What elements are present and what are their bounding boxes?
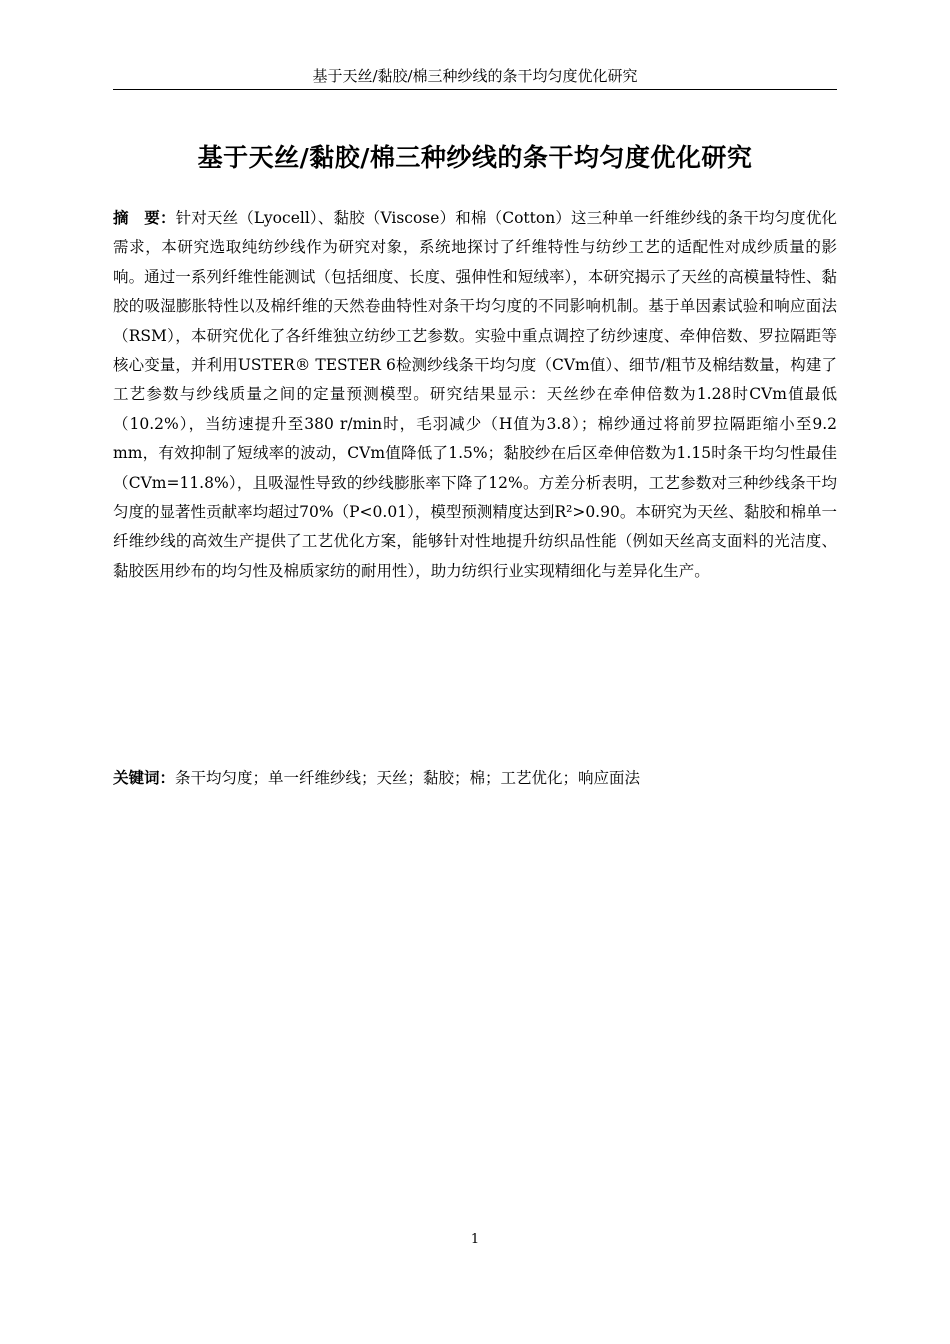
running-header: 基于天丝/黏胶/棉三种纱线的条干均匀度优化研究 [312, 67, 638, 85]
paper-title: 基于天丝/黏胶/棉三种纱线的条干均匀度优化研究 [197, 143, 753, 172]
keywords-label: 关键词： [113, 769, 176, 787]
keywords [113, 764, 837, 793]
page-number: 1 [470, 1232, 480, 1247]
keywords-text: 条干均匀度；单一纤维纱线；天丝；黏胶；棉；工艺优化；响应面法 [175, 769, 641, 787]
abstract [113, 204, 837, 586]
abstract-label: 摘 要： [113, 209, 176, 227]
abstract-text: 针对天丝（Lyocell）、黏胶（Viscose）和棉（Cotton）这三种单一纤维纱线的条干均匀度优化需求，本研究选取纯纺纱线作为研究对象，系统地探讨了纤维特性与纺纱工艺的适配性对成纱质量的影响。通过一系列纤维性能测试（包括细度、长度、强伸性和短绒率），本研究揭示了天丝的高模量特性、黏胶的吸湿膨胀特性以及棉纤维的天然卷曲特性对条干均匀度的不同影响机制。基于单因素试验和响应面法（RSM），本研究优化了各纤维独立纺纱工艺参数。实验中重点调控了纺纱速度、牵伸倍数、罗拉隔距等核心变量，并利用USTER® TESTER 6检测纱线条干均匀度（CVm值）、细节/粗节及棉结数量，构建了工艺参数与纱线质量之间的定量预测模型。研究结果显示：天丝纱在牵伸倍数为1.28时CVm值最低（10.2%），当纺速提升至380 r/min时，毛羽减少（H值为3.8）；棉纱通过将前罗拉隔距缩小至9.2 mm，有效抑制了短绒率的波动，CVm值降低了1.5%；黏胶纱在后区牵伸倍数为1.15时条干均匀性最佳（CVm=11.8%），且吸湿性导致的纱线膨胀率下降了12%。方差分析表明，工艺参数对三种纱线条干均匀度的显著性贡献率均超过70%（P<0.01），模型预测精度达到R²>0.90。本研究为天丝、黏胶和棉单一纤维纱线的高效生产提供了工艺优化方案，能够针对性地提升纺织品性能（例如天丝高支面料的光洁度、黏胶医用纱布的均匀性及棉质家纺的耐用性），助力纺织行业实现精细化与差异化生产。 [113, 209, 837, 580]
header-rule [113, 89, 837, 90]
